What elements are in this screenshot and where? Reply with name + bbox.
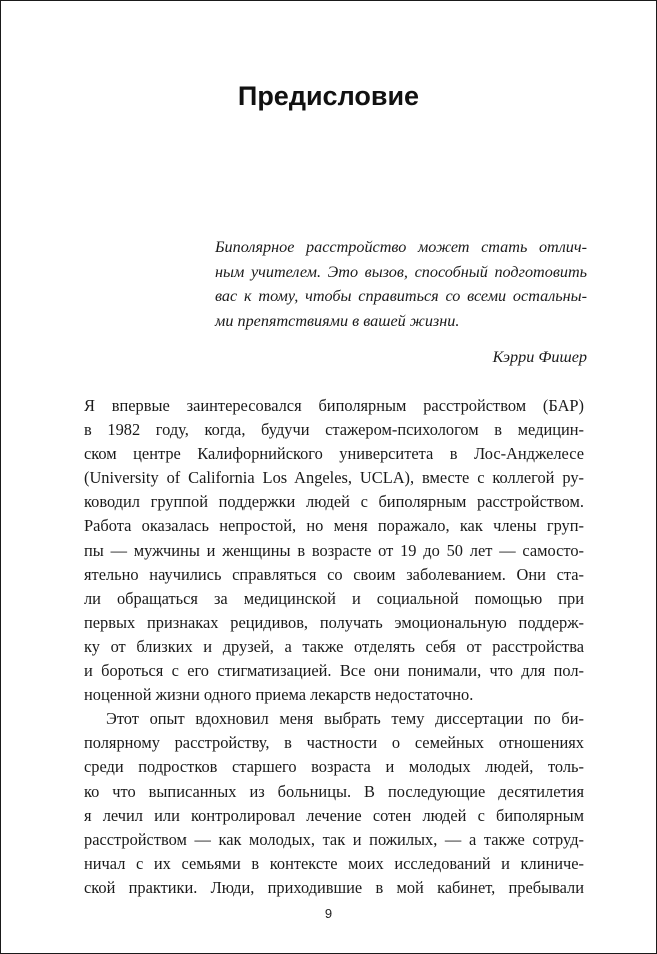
text-line: ководил группой поддержки людей с биполярным расстройством. <box>84 492 584 512</box>
epigraph <box>215 235 587 370</box>
text-line: Я впервые заинтересовался биполярным расстройством (БАР) <box>84 396 584 415</box>
text-line: ноценной жизни одного приема лекарств недостаточно. <box>84 685 474 705</box>
epigraph-line: вас к тому, чтобы справиться со всеми остальны- <box>215 287 587 305</box>
page-number: 9 <box>324 906 333 921</box>
text-line: Работа оказалась непростой, но меня поражало, как члены груп- <box>84 516 584 536</box>
text-line: (University of California Los Angeles, UCLA), вместе с коллегой ру- <box>84 468 584 488</box>
text-line: ку от близких и друзей, а также отделять себя от расстройства <box>84 636 584 656</box>
text-line: и бороться с его стигматизацией. Все они понимали, что для пол- <box>84 661 584 681</box>
text-line: ничал с их семьями в контексте моих исследований и клиниче- <box>84 853 584 873</box>
text-line: ской практики. Люди, приходившие в мой кабинет, пребывали <box>84 877 584 897</box>
text-line: расстройством — как молодых, так и пожилых, — а также сотруд- <box>84 829 584 849</box>
body-text <box>84 394 584 900</box>
text-line: ли обращаться за медицинской и социальной помощью при <box>84 588 584 608</box>
paragraph-2 <box>84 707 584 900</box>
text-line: ятельно научились справляться со своим заболеванием. Они ста- <box>84 564 584 584</box>
text-line: Этот опыт вдохновил меня выбрать тему диссертации по би- <box>106 709 584 729</box>
paragraph-1 <box>84 394 584 707</box>
epigraph-line: Биполярное расстройство может стать отлич- <box>215 238 587 256</box>
text-line: первых признаках рецидивов, получать эмоциональную поддерж- <box>84 612 584 632</box>
text-line: я лечил или контролировал лечение сотен людей с биполярным <box>84 805 584 825</box>
epigraph-line: ным учителем. Это вызов, способный подготовить <box>215 262 587 281</box>
text-line: полярному расстройству, в частности о семейных отношениях <box>84 733 584 753</box>
text-line: ском центре Калифорнийского университета в Лос-Анджелесе <box>84 444 584 464</box>
text-line: пы — мужчины и женщины в возрасте от 19 до 50 лет — самосто- <box>84 540 584 560</box>
page-title: Предисловие <box>237 81 420 111</box>
text-line: ко что выписанных из больницы. В последующие десятилетия <box>84 781 584 801</box>
epigraph-author: Кэрри Фишер <box>492 348 587 366</box>
text-line: среди подростков старшего возраста и молодых людей, толь- <box>84 757 584 777</box>
epigraph-line: ми препятствиями в вашей жизни. <box>215 311 460 330</box>
text-line: в 1982 году, когда, будучи стажером-психологом в медицин- <box>84 420 584 440</box>
